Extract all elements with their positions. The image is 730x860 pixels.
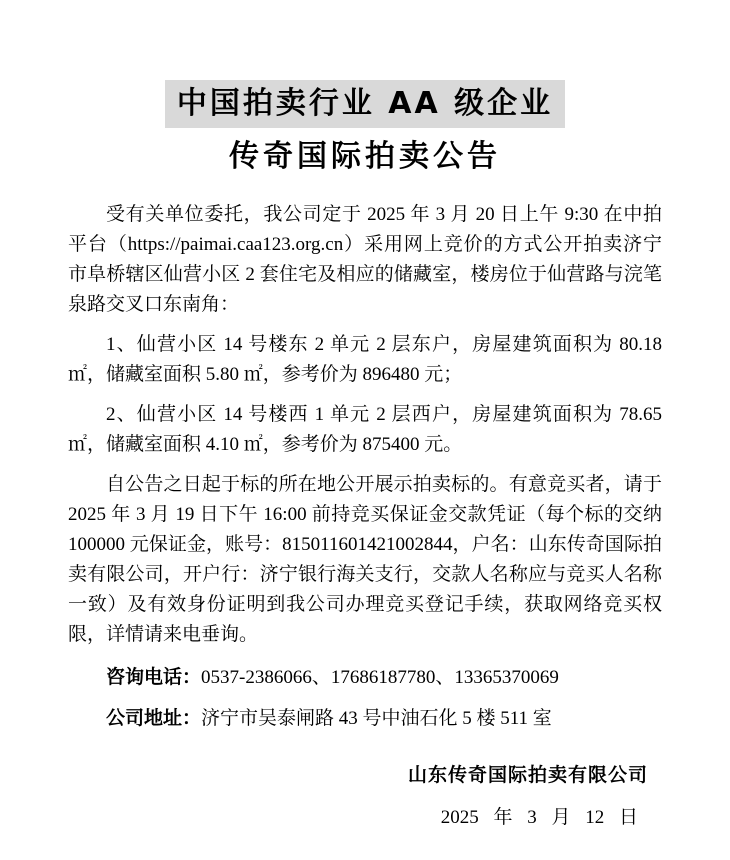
document-footer xyxy=(68,760,662,833)
paragraph-intro: 受有关单位委托，我公司定于 2025 年 3 月 20 日上午 9:30 在中拍平台（https://paimai.caa123.org.cn）采用网上竞价的方式公开拍卖济宁市阜桥辖区仙营小区 2 套住宅及相应的储藏室，楼房位于仙营路与浣笔泉路交叉口东南角： xyxy=(68,204,662,315)
address-label: 公司地址： xyxy=(106,707,202,729)
document-body xyxy=(68,200,662,734)
paragraph-lot-2: 2、仙营小区 14 号楼西 1 单元 2 层西户，房屋建筑面积为 78.65 ㎡，储藏室面积 4.10 ㎡，参考价为 875400 元。 xyxy=(68,404,662,455)
company-address: 济宁市吴泰闸路 43 号中油石化 5 楼 511 室 xyxy=(201,708,552,729)
phone-label: 咨询电话： xyxy=(106,666,202,688)
contact-phone-line xyxy=(68,662,662,693)
title-line-company-grade xyxy=(68,80,662,128)
phone-numbers: 0537-2386066、17686187780、13365370069 xyxy=(201,667,559,688)
signature-company-name: 山东传奇国际拍卖有限公司 xyxy=(407,764,648,786)
paragraph-terms: 自公告之日起于标的所在地公开展示拍卖标的。有意竞买者，请于 2025 年 3 月 19 日下午 16:00 前持竞买保证金交款凭证（每个标的交纳 100000 元保证金，账号：815011601421002844，户名：山东传奇国际拍卖有限公司，开户行：济宁银行海关支行，交款人名称应与竞买人名称一致）及有效身份证明到我公司办理竞买登记手续，获取网络竞买权限，详情请来电垂询。 xyxy=(68,474,662,645)
highlighted-title-text: 中国拍卖行业 AA 级企业 xyxy=(165,80,565,128)
contact-address-line xyxy=(68,703,662,734)
signature-date: 2025 年 3 月 12 日 xyxy=(440,807,638,828)
paragraph-lot-1: 1、仙营小区 14 号楼东 2 单元 2 层东户，房屋建筑面积为 80.18 ㎡，储藏室面积 5.80 ㎡，参考价为 896480 元； xyxy=(68,334,662,385)
document-title xyxy=(68,80,662,175)
title-line-announcement: 传奇国际拍卖公告 xyxy=(229,139,501,174)
